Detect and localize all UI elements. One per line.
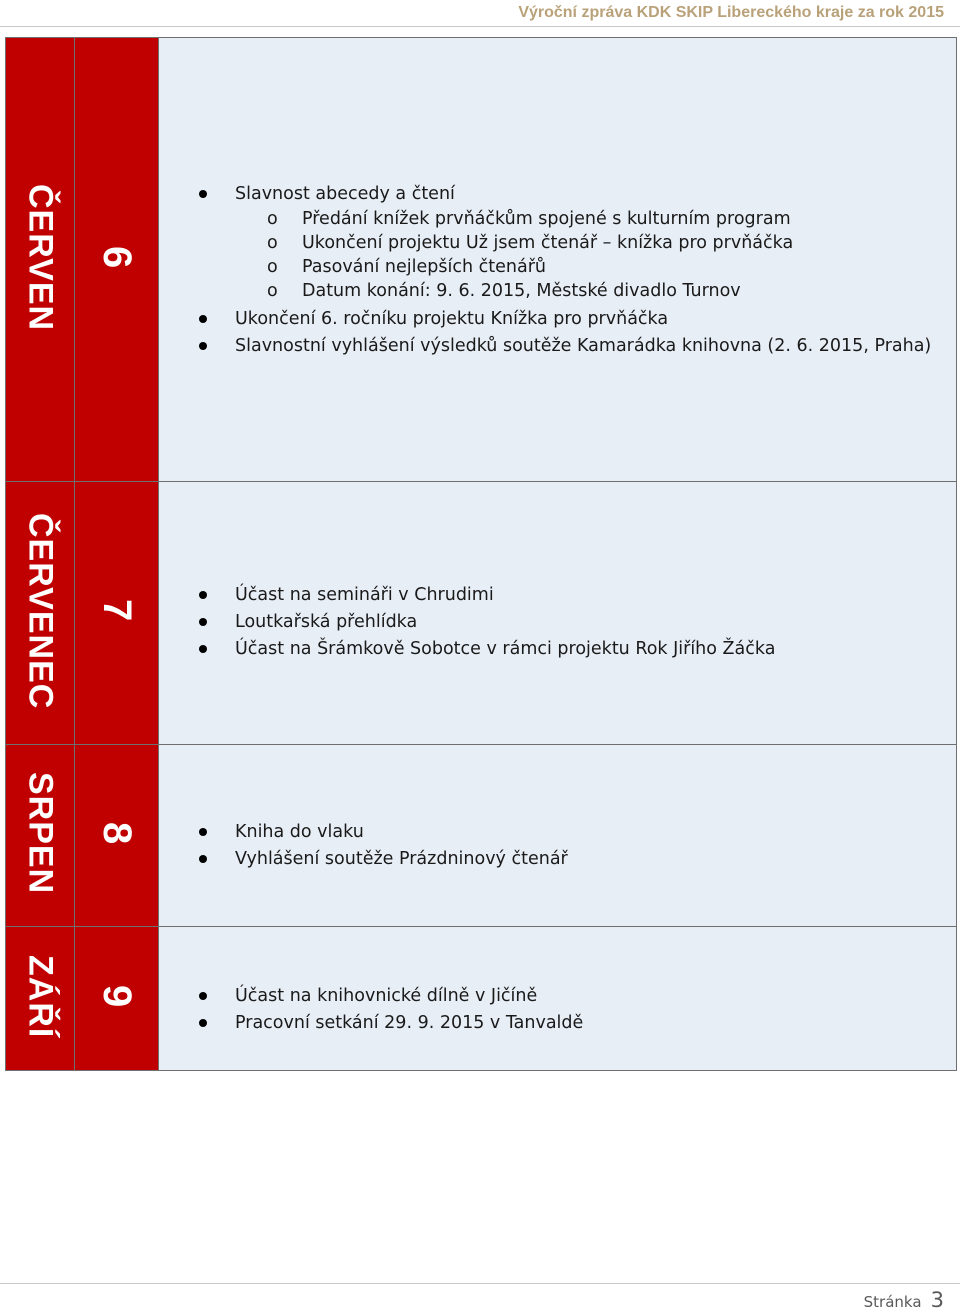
- table-row: [6, 482, 957, 745]
- page-indicator: [864, 1288, 944, 1312]
- table-row: [6, 38, 957, 482]
- list-item: [235, 846, 956, 873]
- circle-bullet-icon: o: [267, 257, 278, 277]
- month-label: ČERVEN: [21, 183, 60, 332]
- sub-item-text: Předání knížek prvňáčkům spojené s kulturním program: [302, 209, 791, 229]
- sub-list: [235, 207, 956, 303]
- list-item: [235, 306, 956, 333]
- list-item: [235, 819, 956, 846]
- sub-item-text: Ukončení projektu Už jsem čtenář – knížka pro prvňáčka: [302, 233, 794, 253]
- bullet-icon: [199, 591, 207, 599]
- item-text: Loutkařská přehlídka: [235, 612, 418, 632]
- month-number-cell: [75, 745, 159, 927]
- item-text: Slavnostní vyhlášení výsledků soutěže Kamarádka knihovna (2. 6. 2015, Praha): [235, 336, 932, 356]
- bullet-icon: [199, 342, 207, 350]
- bullet-icon: [199, 1019, 207, 1027]
- item-text: Vyhlášení soutěže Prázdninový čtenář: [235, 849, 568, 869]
- item-text: Pracovní setkání 29. 9. 2015 v Tanvaldě: [235, 1013, 584, 1033]
- month-number: 6: [95, 245, 139, 270]
- list-item: [235, 181, 956, 303]
- list-item: [235, 983, 956, 1010]
- list-item: [235, 636, 956, 663]
- report-title: Výroční zpráva KDK SKIP Libereckého kraje za rok 2015: [518, 4, 944, 21]
- sub-list-item: [267, 255, 956, 279]
- month-label: SRPEN: [21, 772, 60, 895]
- month-cell: [6, 745, 75, 927]
- circle-bullet-icon: o: [267, 209, 278, 229]
- activities-cell: [159, 38, 957, 482]
- bullet-icon: [199, 855, 207, 863]
- month-cell: [6, 38, 75, 482]
- month-number-cell: [75, 38, 159, 482]
- month-number: 9: [95, 984, 139, 1009]
- sub-list-item: [267, 207, 956, 231]
- activities-cell: [159, 745, 957, 927]
- month-label: ČERVENEC: [21, 512, 60, 710]
- month-number-cell: [75, 927, 159, 1071]
- sub-item-text: Datum konání: 9. 6. 2015, Městské divadlo Turnov: [302, 281, 741, 301]
- item-text: Slavnost abecedy a čtení: [235, 184, 455, 204]
- item-text: Ukončení 6. ročníku projektu Knížka pro prvňáčka: [235, 309, 669, 329]
- sub-item-text: Pasování nejlepších čtenářů: [302, 257, 546, 277]
- activity-list: [159, 181, 956, 360]
- month-cell: [6, 927, 75, 1071]
- item-text: Účast na Šrámkově Sobotce v rámci projektu Rok Jiřího Žáčka: [235, 639, 776, 659]
- page-label: Stránka: [863, 1293, 922, 1311]
- activity-list: [159, 819, 956, 873]
- item-text: Kniha do vlaku: [235, 822, 364, 842]
- list-item: [235, 582, 956, 609]
- list-item: [235, 1010, 956, 1037]
- page-header: [0, 0, 960, 27]
- month-cell: [6, 482, 75, 745]
- item-text: Účast na knihovnické dílně v Jičíně: [235, 986, 538, 1006]
- page-number: 3: [930, 1288, 944, 1312]
- list-item: [235, 333, 956, 360]
- activities-cell: [159, 927, 957, 1071]
- bullet-icon: [199, 992, 207, 1000]
- sub-list-item: [267, 279, 956, 303]
- sub-list-item: [267, 231, 956, 255]
- list-item: [235, 609, 956, 636]
- month-number: 7: [95, 599, 139, 623]
- circle-bullet-icon: o: [267, 281, 278, 301]
- activity-calendar-table: [5, 37, 957, 1071]
- bullet-icon: [199, 828, 207, 836]
- page-footer: [0, 1283, 960, 1312]
- circle-bullet-icon: o: [267, 233, 278, 253]
- month-label: ZÁŘÍ: [21, 954, 60, 1039]
- bullet-icon: [199, 190, 207, 198]
- bullet-icon: [199, 645, 207, 653]
- activity-list: [159, 582, 956, 663]
- month-number-cell: [75, 482, 159, 745]
- activities-cell: [159, 482, 957, 745]
- item-text: Účast na semináři v Chrudimi: [235, 585, 494, 605]
- bullet-icon: [199, 618, 207, 626]
- activity-list: [159, 983, 956, 1037]
- bullet-icon: [199, 315, 207, 323]
- month-number: 8: [95, 821, 139, 846]
- table-row: [6, 745, 957, 927]
- table-row: [6, 927, 957, 1071]
